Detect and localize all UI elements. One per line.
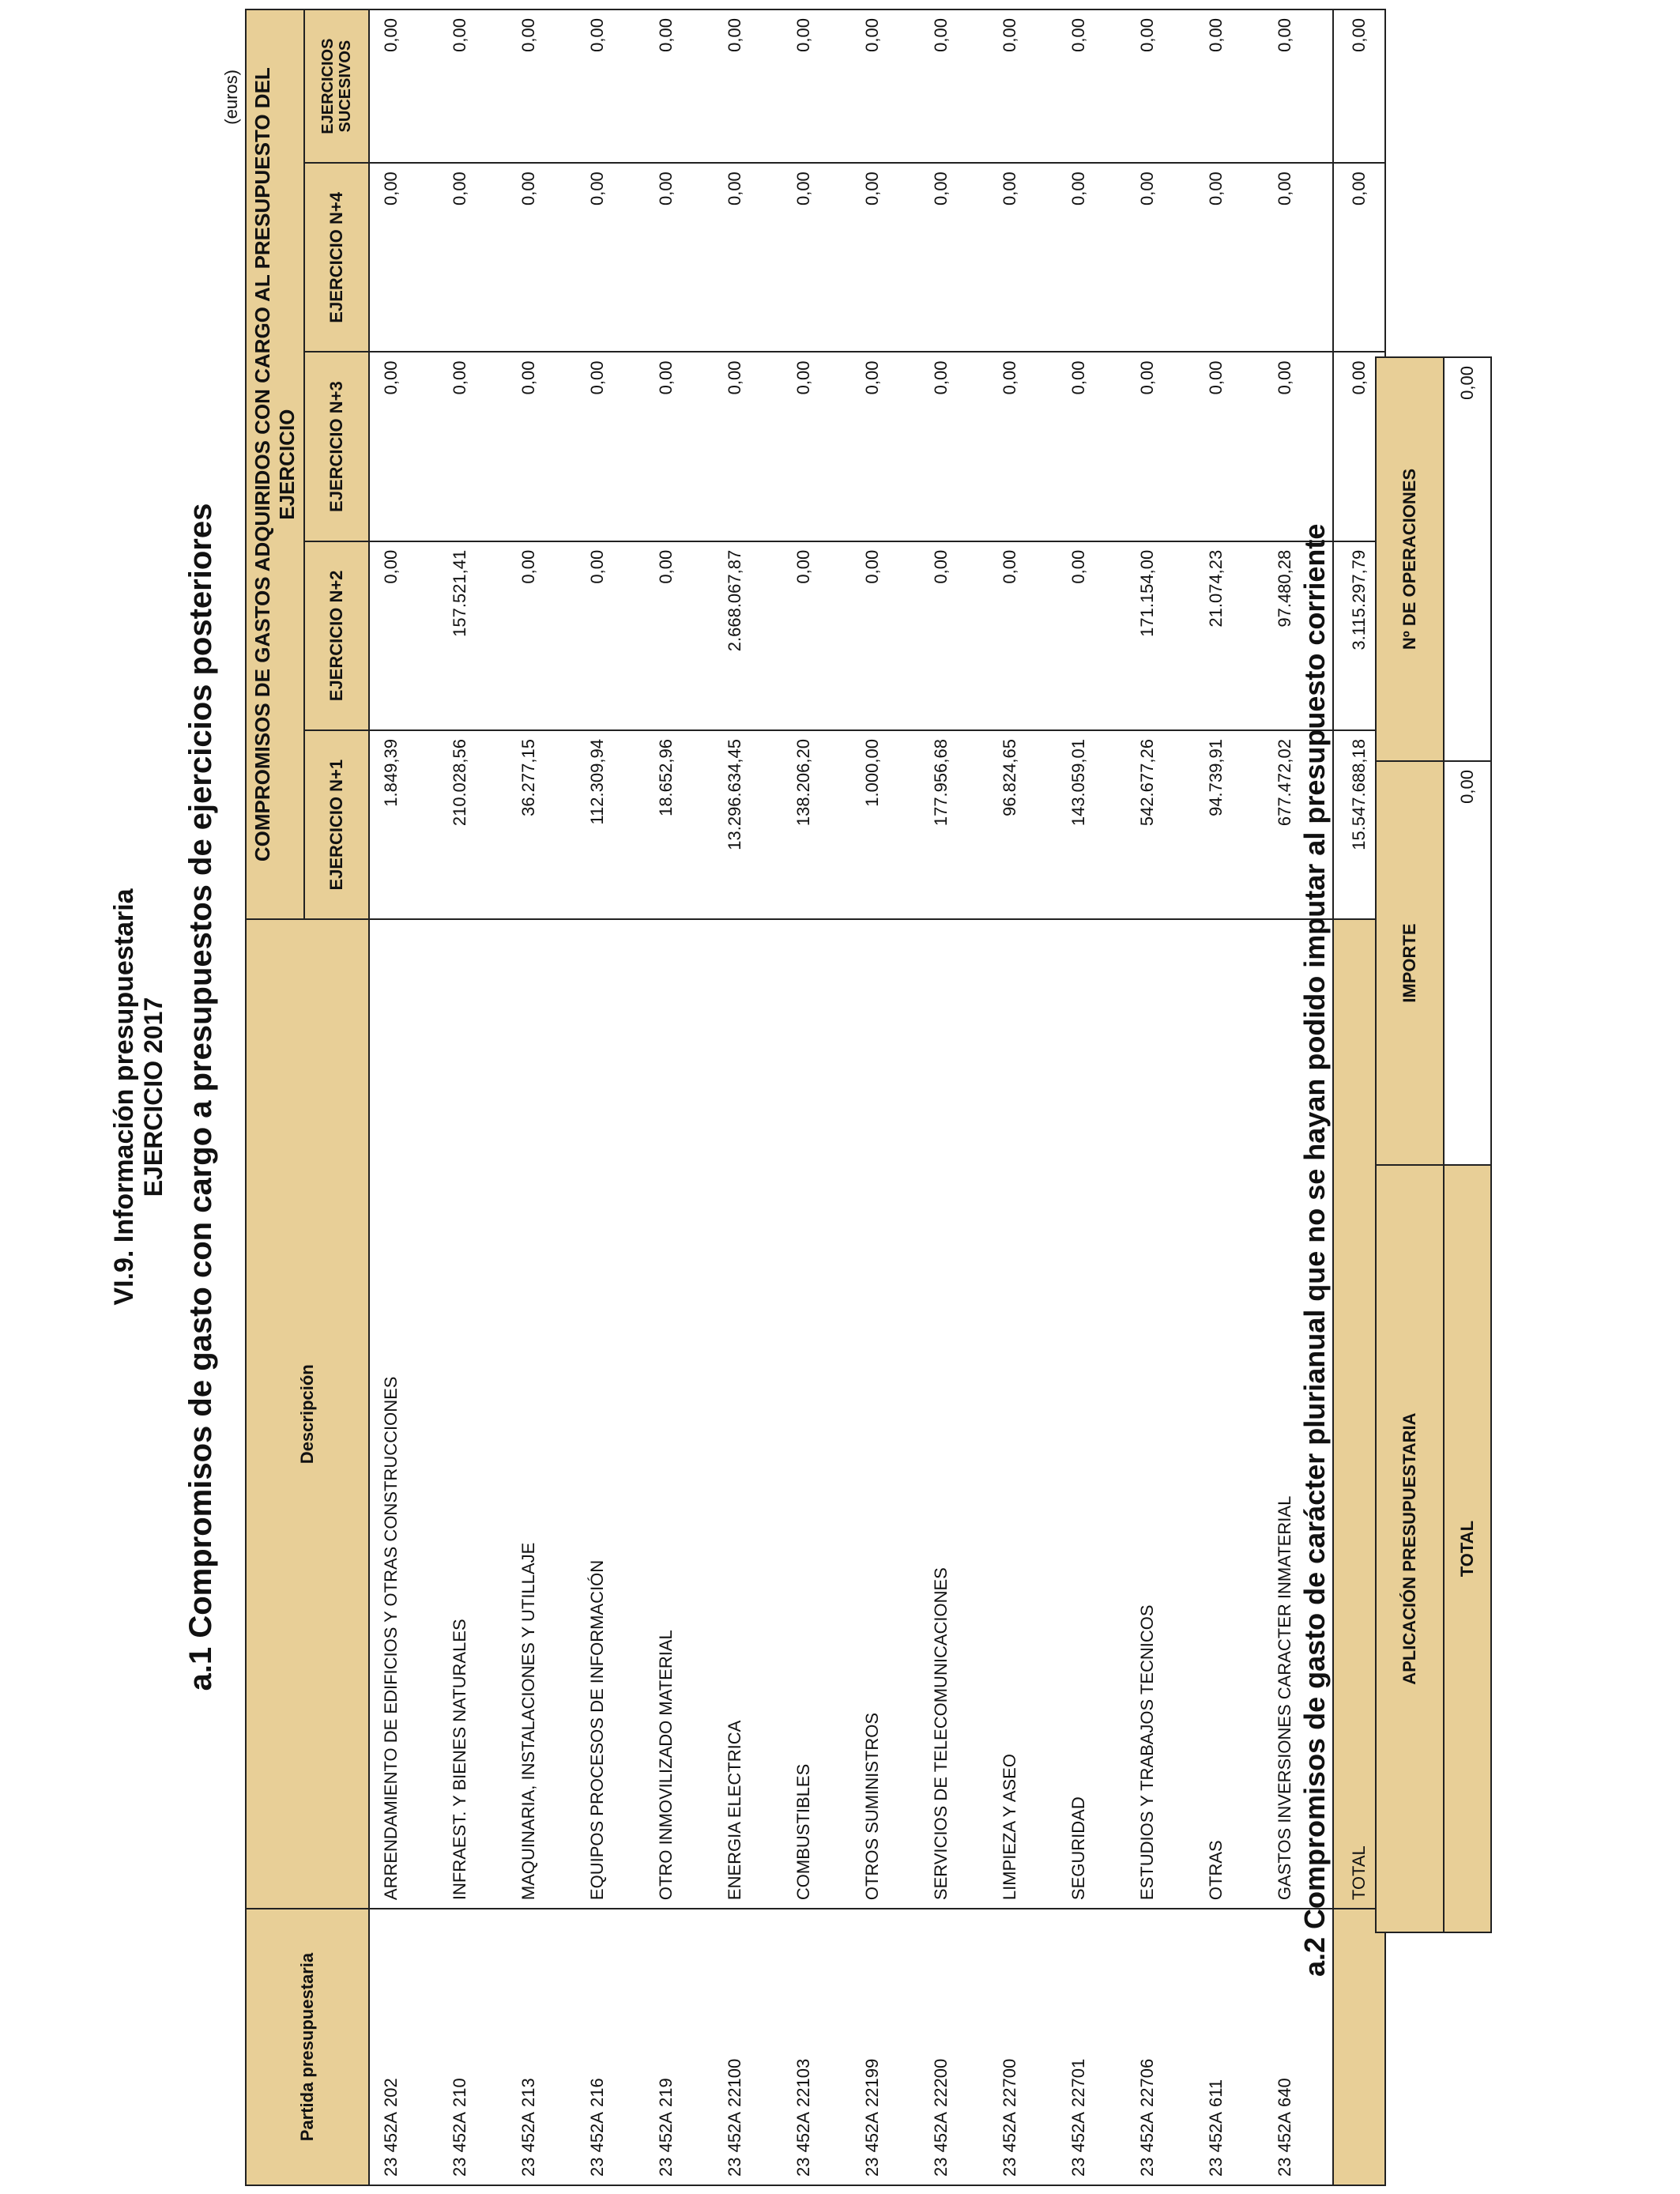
partida-cell bbox=[920, 1909, 989, 2185]
concept-code: 22199 bbox=[862, 2058, 882, 2107]
amount-n3-cell: 0,00 bbox=[1264, 352, 1333, 541]
total-row-label: TOTAL bbox=[1333, 919, 1385, 1909]
description-cell: ARRENDAMIENTO DE EDIFICIOS Y OTRAS CONSTRUCCIONES bbox=[369, 919, 439, 1909]
partida-cell bbox=[576, 1909, 645, 2185]
amount-n2-cell: 0,00 bbox=[1057, 541, 1126, 730]
table-row bbox=[714, 9, 782, 2185]
concept-code: 22103 bbox=[793, 2058, 813, 2107]
program-code: 23 452A bbox=[381, 2112, 401, 2177]
table-row bbox=[507, 9, 576, 2185]
group-header: COMPROMISOS DE GASTOS ADQUIRIDOS CON CARGO AL PRESUPUESTO DEL EJERCICIO bbox=[246, 9, 304, 919]
col-header-operaciones: Nº DE OPERACIONES bbox=[1376, 357, 1444, 761]
amount-n3-cell: 0,00 bbox=[1057, 352, 1126, 541]
amount-suc-cell: 0,00 bbox=[645, 9, 714, 163]
description-cell: SEGURIDAD bbox=[1057, 919, 1126, 1909]
program-code: 23 452A bbox=[1206, 2112, 1226, 2177]
amount-n3-cell: 0,00 bbox=[782, 352, 851, 541]
total-label: TOTAL bbox=[1444, 1165, 1491, 1932]
program-code: 23 452A bbox=[931, 2112, 951, 2177]
table-row bbox=[920, 9, 989, 2185]
concept-code: 22100 bbox=[725, 2058, 744, 2107]
description-cell: OTROS SUMINISTROS bbox=[851, 919, 920, 1909]
total-suc-cell: 0,00 bbox=[1333, 9, 1385, 163]
amount-n1-cell: 96.824,65 bbox=[989, 730, 1057, 919]
amount-suc-cell: 0,00 bbox=[1264, 9, 1333, 163]
amount-n1-cell: 1.849,39 bbox=[369, 730, 439, 919]
description-cell: LIMPIEZA Y ASEO bbox=[989, 919, 1057, 1909]
amount-n3-cell: 0,00 bbox=[1195, 352, 1264, 541]
amount-n3-cell: 0,00 bbox=[714, 352, 782, 541]
concept-code: 22701 bbox=[1068, 2058, 1088, 2107]
amount-n4-cell: 0,00 bbox=[989, 163, 1057, 352]
amount-suc-cell: 0,00 bbox=[576, 9, 645, 163]
amount-n4-cell: 0,00 bbox=[782, 163, 851, 352]
amount-n4-cell: 0,00 bbox=[369, 163, 439, 352]
amount-n1-cell: 177.956,68 bbox=[920, 730, 989, 919]
amount-suc-cell: 0,00 bbox=[920, 9, 989, 163]
amount-n1-cell: 1.000,00 bbox=[851, 730, 920, 919]
col-header-n2: EJERCICIO N+2 bbox=[304, 541, 369, 730]
table-row bbox=[645, 9, 714, 2185]
partida-cell bbox=[645, 1909, 714, 2185]
amount-n3-cell: 0,00 bbox=[920, 352, 989, 541]
amount-n4-cell: 0,00 bbox=[1057, 163, 1126, 352]
table-row bbox=[369, 9, 439, 2185]
program-code: 23 452A bbox=[1068, 2112, 1088, 2177]
description-cell: GASTOS INVERSIONES CARACTER INMATERIAL bbox=[1264, 919, 1333, 1909]
table-row bbox=[782, 9, 851, 2185]
col-header-n3: EJERCICIO N+3 bbox=[304, 352, 369, 541]
concept-code: 22200 bbox=[931, 2058, 951, 2107]
amount-n3-cell: 0,00 bbox=[369, 352, 439, 541]
table-row bbox=[576, 9, 645, 2185]
amount-n2-cell: 0,00 bbox=[782, 541, 851, 730]
amount-n1-cell: 138.206,20 bbox=[782, 730, 851, 919]
amount-suc-cell: 0,00 bbox=[1057, 9, 1126, 163]
amount-n2-cell: 0,00 bbox=[989, 541, 1057, 730]
amount-n2-cell: 97.480,28 bbox=[1264, 541, 1333, 730]
program-code: 23 452A bbox=[1137, 2112, 1157, 2177]
concept-code: 213 bbox=[518, 2078, 538, 2107]
amount-suc-cell: 0,00 bbox=[369, 9, 439, 163]
amount-n3-cell: 0,00 bbox=[576, 352, 645, 541]
amount-suc-cell: 0,00 bbox=[851, 9, 920, 163]
amount-suc-cell: 0,00 bbox=[439, 9, 507, 163]
amount-n1-cell: 143.059,01 bbox=[1057, 730, 1126, 919]
col-header-partida: Partida presupuestaria bbox=[246, 1909, 369, 2185]
amount-n2-cell: 171.154,00 bbox=[1126, 541, 1195, 730]
amount-n2-cell: 0,00 bbox=[369, 541, 439, 730]
concept-code: 640 bbox=[1275, 2078, 1294, 2107]
amount-suc-cell: 0,00 bbox=[507, 9, 576, 163]
col-header-descripcion: Descripción bbox=[246, 919, 369, 1909]
total-n4-cell: 0,00 bbox=[1333, 163, 1385, 352]
amount-n2-cell: 157.521,41 bbox=[439, 541, 507, 730]
table-row bbox=[1057, 9, 1126, 2185]
description-cell: SERVICIOS DE TELECOMUNICACIONES bbox=[920, 919, 989, 1909]
program-code: 23 452A bbox=[518, 2112, 538, 2177]
col-header-aplicacion: APLICACIÓN PRESUPUESTARIA bbox=[1376, 1165, 1444, 1932]
table-row bbox=[1126, 9, 1195, 2185]
table-row bbox=[851, 9, 920, 2185]
amount-n4-cell: 0,00 bbox=[1264, 163, 1333, 352]
total-importe: 0,00 bbox=[1444, 761, 1491, 1165]
amount-n1-cell: 13.296.634,45 bbox=[714, 730, 782, 919]
amount-n2-cell: 0,00 bbox=[507, 541, 576, 730]
concept-code: 202 bbox=[381, 2078, 401, 2107]
col-header-n1: EJERCICIO N+1 bbox=[304, 730, 369, 919]
amount-n2-cell: 0,00 bbox=[920, 541, 989, 730]
concept-code: 22706 bbox=[1137, 2058, 1157, 2107]
amount-suc-cell: 0,00 bbox=[1126, 9, 1195, 163]
partida-cell bbox=[507, 1909, 576, 2185]
total-operaciones: 0,00 bbox=[1444, 357, 1491, 761]
plurianual-table bbox=[1375, 356, 1492, 1933]
program-code: 23 452A bbox=[656, 2112, 676, 2177]
program-code: 23 452A bbox=[1275, 2112, 1294, 2177]
description-cell: COMBUSTIBLES bbox=[782, 919, 851, 1909]
amount-n4-cell: 0,00 bbox=[851, 163, 920, 352]
amount-n1-cell: 677.472,02 bbox=[1264, 730, 1333, 919]
description-cell: ESTUDIOS Y TRABAJOS TECNICOS bbox=[1126, 919, 1195, 1909]
partida-cell bbox=[1057, 1909, 1126, 2185]
amount-n1-cell: 18.652,96 bbox=[645, 730, 714, 919]
amount-suc-cell: 0,00 bbox=[1195, 9, 1264, 163]
amount-n3-cell: 0,00 bbox=[507, 352, 576, 541]
concept-code: 216 bbox=[587, 2078, 607, 2107]
program-code: 23 452A bbox=[725, 2112, 744, 2177]
concept-code: 210 bbox=[450, 2078, 469, 2107]
partida-cell bbox=[1195, 1909, 1264, 2185]
amount-n3-cell: 0,00 bbox=[851, 352, 920, 541]
col-header-sucesivos: EJERCICIOS SUCESIVOS bbox=[304, 9, 369, 163]
amount-n3-cell: 0,00 bbox=[1126, 352, 1195, 541]
partida-cell bbox=[989, 1909, 1057, 2185]
concept-code: 219 bbox=[656, 2078, 676, 2107]
amount-n3-cell: 0,00 bbox=[439, 352, 507, 541]
page-title: VI.9. Información presupuestaria bbox=[109, 888, 139, 1306]
section-a2-title: a.2 Compromisos de gasto de carácter plurianual que no se hayan podido imputar al presupuesto corriente bbox=[1298, 523, 1331, 1977]
commitments-table bbox=[245, 9, 1386, 2186]
amount-n1-cell: 210.028,56 bbox=[439, 730, 507, 919]
col-header-n4: EJERCICIO N+4 bbox=[304, 163, 369, 352]
partida-cell bbox=[439, 1909, 507, 2185]
description-cell: MAQUINARIA, INSTALACIONES Y UTILLAJE bbox=[507, 919, 576, 1909]
partida-cell bbox=[1126, 1909, 1195, 2185]
amount-n4-cell: 0,00 bbox=[439, 163, 507, 352]
total-n1-cell: 15.547.688,18 bbox=[1333, 730, 1385, 919]
description-cell: INFRAEST. Y BIENES NATURALES bbox=[439, 919, 507, 1909]
amount-n4-cell: 0,00 bbox=[507, 163, 576, 352]
amount-n3-cell: 0,00 bbox=[989, 352, 1057, 541]
table-row bbox=[439, 9, 507, 2185]
description-cell: OTRAS bbox=[1195, 919, 1264, 1909]
description-cell: ENERGIA ELECTRICA bbox=[714, 919, 782, 1909]
amount-n1-cell: 94.739,91 bbox=[1195, 730, 1264, 919]
amount-n4-cell: 0,00 bbox=[1126, 163, 1195, 352]
units-label: (euros) bbox=[221, 70, 241, 125]
amount-suc-cell: 0,00 bbox=[714, 9, 782, 163]
table-row bbox=[989, 9, 1057, 2185]
program-code: 23 452A bbox=[587, 2112, 607, 2177]
amount-suc-cell: 0,00 bbox=[989, 9, 1057, 163]
col-header-importe: IMPORTE bbox=[1376, 761, 1444, 1165]
amount-n1-cell: 112.309,94 bbox=[576, 730, 645, 919]
amount-n1-cell: 36.277,15 bbox=[507, 730, 576, 919]
amount-n2-cell: 2.668.067,87 bbox=[714, 541, 782, 730]
amount-n4-cell: 0,00 bbox=[714, 163, 782, 352]
description-cell: EQUIPOS PROCESOS DE INFORMACIÓN bbox=[576, 919, 645, 1909]
program-code: 23 452A bbox=[793, 2112, 813, 2177]
amount-n1-cell: 542.677,26 bbox=[1126, 730, 1195, 919]
amount-suc-cell: 0,00 bbox=[782, 9, 851, 163]
amount-n4-cell: 0,00 bbox=[645, 163, 714, 352]
concept-code: 611 bbox=[1206, 2079, 1226, 2107]
description-cell: OTRO INMOVILIZADO MATERIAL bbox=[645, 919, 714, 1909]
partida-cell bbox=[851, 1909, 920, 2185]
concept-code: 22700 bbox=[1000, 2058, 1019, 2107]
partida-cell bbox=[714, 1909, 782, 2185]
amount-n2-cell: 0,00 bbox=[851, 541, 920, 730]
amount-n3-cell: 0,00 bbox=[645, 352, 714, 541]
program-code: 23 452A bbox=[1000, 2112, 1019, 2177]
program-code: 23 452A bbox=[862, 2112, 882, 2177]
amount-n4-cell: 0,00 bbox=[920, 163, 989, 352]
total-n3-cell: 0,00 bbox=[1333, 352, 1385, 541]
total-n2-cell: 3.115.297,79 bbox=[1333, 541, 1385, 730]
partida-cell bbox=[369, 1909, 439, 2185]
partida-cell bbox=[782, 1909, 851, 2185]
amount-n2-cell: 0,00 bbox=[576, 541, 645, 730]
program-code: 23 452A bbox=[450, 2112, 469, 2177]
page-subtitle: EJERCICIO 2017 bbox=[139, 997, 168, 1197]
amount-n4-cell: 0,00 bbox=[1195, 163, 1264, 352]
amount-n4-cell: 0,00 bbox=[576, 163, 645, 352]
section-a1-title: a.1 Compromisos de gasto con cargo a presupuestos de ejercicios posteriores bbox=[183, 503, 218, 1691]
amount-n2-cell: 0,00 bbox=[645, 541, 714, 730]
table-row bbox=[1195, 9, 1264, 2185]
amount-n2-cell: 21.074,23 bbox=[1195, 541, 1264, 730]
total-gold-cell bbox=[1333, 1909, 1385, 2185]
